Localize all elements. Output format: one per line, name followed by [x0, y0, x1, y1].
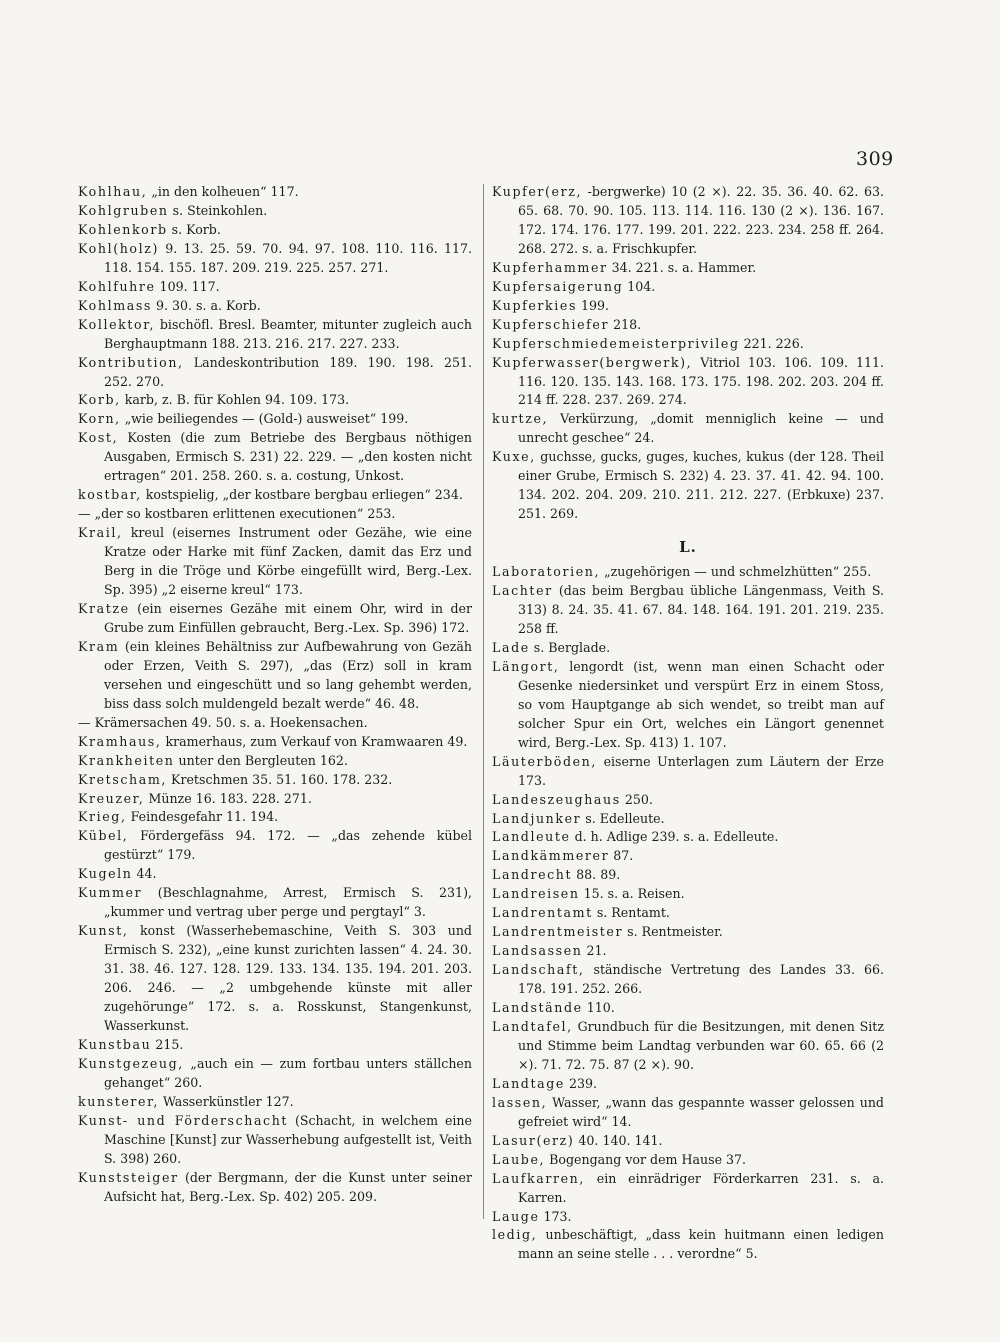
entry-text: 104.	[623, 278, 656, 294]
entry-text: -bergwerke) 10 (2 ×). 22. 35. 36. 40. 62. 63. 65. 68. 70. 90. 105. 113. 114. 116. 130 (2 ×). 136. 167. 172. 174. 176. 177. 199. 201. 222. 223. 234. 258 ff. 264. 268. 272. s. a. Frischkupfer.	[518, 184, 884, 256]
entry-headword: Lade	[492, 639, 530, 655]
entry-text: Vitriol 103. 106. 109. 111. 116. 120. 135. 143. 168. 173. 175. 198. 202. 203. 204 ff. 214 ff. 228. 237. 269. 274.	[518, 354, 884, 408]
entry-text: Münze 16. 183. 228. 271.	[144, 790, 312, 806]
index-entry	[492, 885, 884, 904]
entry-text: s. Rentamt.	[592, 905, 670, 921]
index-entry	[492, 1132, 884, 1151]
entry-headword: Kupfer(erz,	[492, 184, 583, 199]
index-entry	[78, 1112, 472, 1169]
index-entry	[492, 999, 884, 1018]
index-entry	[78, 354, 472, 392]
entry-text: 109. 117.	[155, 278, 220, 294]
index-entry	[492, 316, 884, 335]
entry-headword: Landreisen	[492, 886, 580, 902]
entry-headword: Läuterböden,	[492, 753, 597, 769]
index-entry	[78, 524, 472, 600]
index-entry	[78, 183, 472, 202]
entry-headword: Kupferkies	[492, 297, 578, 313]
entry-headword: Kübel,	[78, 828, 129, 844]
entry-headword: Kramhaus,	[78, 733, 162, 749]
entry-headword: Lasur(erz)	[492, 1132, 575, 1148]
entry-text: 9. 13. 25. 59. 70. 94. 97. 108. 110. 116. 117. 118. 154. 155. 187. 209. 219. 225. 257. 271.	[104, 240, 472, 275]
index-entry	[492, 582, 884, 639]
entry-text: ständische Vertretung des Landes 33. 66. 178. 191. 252. 266.	[518, 962, 884, 997]
entry-headword: Kretscham,	[78, 771, 168, 787]
entry-headword: Kram	[78, 638, 120, 654]
section-letter-heading: L.	[679, 538, 697, 557]
entry-headword: Kunst,	[78, 923, 129, 939]
entry-text: — Krämersachen 49. 50. s. a. Hoekensachen.	[78, 714, 368, 730]
index-section-l	[492, 563, 884, 1264]
entry-text: s. Steinkohlen.	[168, 202, 268, 218]
entry-headword: Krankheiten	[78, 752, 175, 768]
entry-text: 199.	[577, 297, 610, 313]
entry-headword: Kunstgezeug,	[78, 1055, 184, 1071]
entry-text: (der Bergmann, der die Kunst unter seiner Aufsicht hat, Berg.-Lex. Sp. 402) 205. 209.	[104, 1169, 472, 1204]
index-entry	[492, 904, 884, 923]
entry-text: 87.	[609, 848, 634, 864]
entry-headword: Längort,	[492, 658, 560, 674]
entry-text: lengordt (ist, wenn man einen Schacht oder Gesenke niedersinket und verspürt Erz in einem Stoss, so vom Hauptgange ab sich wendet, so treibt man auf solcher Spur ein Ort, welches ein Längort genennet wird, Berg.-Lex. Sp. 413) 1. 107.	[518, 658, 884, 750]
entry-text: d. h. Adlige 239. s. a. Edelleute.	[570, 829, 779, 845]
entry-text: s. Berglade.	[529, 639, 611, 655]
entry-text: „auch ein — zum fortbau unters ställchen gehanget“ 260.	[104, 1055, 472, 1090]
entry-headword: Korb,	[78, 392, 121, 408]
entry-headword: Kunst- und Förderschacht	[78, 1112, 289, 1128]
entry-headword: Kollektor,	[78, 316, 156, 332]
index-entry	[78, 505, 472, 524]
index-entry	[78, 1093, 472, 1112]
entry-text: konst (Wasserhebemaschine, Veith S. 303 und Ermisch S. 232), „eine kunst zurichten lassen“ 4. 24. 30. 31. 38. 46. 127. 128. 129. 133. 134. 135. 194. 201. 203. 206. 246. — „2 umbgehende künste mit aller zugehörunge“ 172. s. a. Rosskunst, Stangenkunst, Wasserkunst.	[104, 923, 472, 1033]
entry-text: 110.	[582, 1000, 615, 1016]
entry-headword: kurtze,	[492, 411, 549, 427]
entry-text: s. Korb.	[167, 221, 221, 237]
entry-text: „in den kolheuen“ 117.	[147, 184, 299, 199]
index-entry	[78, 600, 472, 638]
entry-headword: Kohl(holz)	[78, 240, 159, 256]
entry-text: 15. s. a. Reisen.	[579, 886, 685, 902]
index-entry	[492, 1151, 884, 1170]
index-entry	[492, 1170, 884, 1208]
entry-headword: Kreuzer,	[78, 790, 145, 806]
index-entry	[78, 733, 472, 752]
index-entry	[78, 240, 472, 278]
entry-text: 173.	[539, 1208, 572, 1224]
entry-headword: Landkämmerer	[492, 848, 610, 864]
entry-text: ein einrädriger Förderkarren 231. s. a. Karren.	[518, 1170, 884, 1205]
entry-headword: Kuxe,	[492, 449, 536, 465]
index-entry	[492, 448, 884, 524]
index-entry	[78, 790, 472, 809]
entry-headword: lassen,	[492, 1094, 548, 1110]
index-entry	[78, 808, 472, 827]
entry-headword: Lauge	[492, 1208, 540, 1224]
entry-text: 44.	[132, 866, 157, 882]
entry-headword: Landrentmeister	[492, 924, 624, 940]
entry-text: Fördergefäss 94. 172. — „das zehende kübel gestürzt“ 179.	[104, 828, 472, 863]
entry-headword: kostbar,	[78, 487, 142, 503]
index-entry	[78, 922, 472, 1036]
entry-text: eiserne Unterlagen zum Läutern der Erze 173.	[518, 753, 884, 788]
index-entry	[78, 1036, 472, 1055]
entry-headword: Laube,	[492, 1151, 546, 1167]
entry-text: Grundbuch für die Besitzungen, mit denen Sitz und Stimme beim Landtag verbunden war 60. 65. 66 (2 ×). 71. 72. 75. 87 (2 ×). 90.	[518, 1018, 884, 1072]
entry-text: 9. 30. s. a. Korb.	[151, 297, 261, 313]
index-entry	[492, 1226, 884, 1264]
entry-text: guchsse, gucks, guges, kuches, kukus (der 128. Theil einer Grube, Ermisch S. 232) 4. 23. 37. 41. 42. 94. 100. 134. 202. 204. 209. 210. 211. 212. 227. (Erbkuxe) 237. 251. 269.	[518, 449, 884, 522]
entry-headword: Kupferwasser(bergwerk),	[492, 354, 693, 370]
index-entry	[78, 297, 472, 316]
index-entry	[492, 658, 884, 753]
entry-headword: Landstände	[492, 1000, 583, 1016]
entry-text: karb, z. B. für Kohlen 94. 109. 173.	[120, 392, 350, 408]
index-entry	[492, 1075, 884, 1094]
index-entry	[78, 316, 472, 354]
entry-text: „wie beiliegendes — (Gold-) ausweiset“ 199.	[120, 411, 409, 427]
entry-headword: Kupferschmiedemeisterprivileg	[492, 335, 740, 351]
index-entry	[492, 1094, 884, 1132]
entry-headword: Kupferschiefer	[492, 316, 610, 332]
entry-text: kostspielig, „der kostbare bergbau erliegen“ 234.	[141, 487, 463, 503]
index-entry	[492, 297, 884, 316]
entry-text: 215.	[151, 1036, 184, 1052]
index-entry	[78, 771, 472, 790]
entry-text: Feindesgefahr 11. 194.	[126, 809, 279, 825]
entry-headword: Landrentamt	[492, 905, 593, 921]
entry-headword: Korn,	[78, 411, 121, 427]
entry-headword: Kupferhammer	[492, 259, 608, 275]
entry-text: (Schacht, in welchem eine Maschine [Kunst] zur Wasserhebung aufgestellt ist, Veith S. 398) 260.	[104, 1112, 472, 1166]
entry-headword: Landschaft,	[492, 962, 585, 978]
index-entry	[492, 183, 884, 259]
index-entry	[492, 753, 884, 791]
entry-text: kreul (eisernes Instrument oder Gezähe, wie eine Kratze oder Harke mit fünf Zacken, damit das Erz und Berg in die Tröge und Körbe eingefüllt wird, Berg.-Lex. Sp. 395) „2 eiserne kreul“ 173.	[104, 525, 472, 598]
entry-text: s. Rentmeister.	[623, 924, 723, 940]
entry-text: (Beschlagnahme, Arrest, Ermisch S. 231), „kummer und vertrag uber perge und pergtayl“ 3.	[104, 885, 472, 920]
index-entry	[492, 354, 884, 411]
entry-text: (das beim Bergbau übliche Längenmass, Veith S. 313) 8. 24. 35. 41. 67. 84. 148. 164. 191. 201. 219. 235. 258 ff.	[518, 583, 884, 636]
index-entry	[492, 961, 884, 999]
entry-headword: Kohlenkorb	[78, 221, 168, 237]
entry-headword: Kratze	[78, 600, 130, 616]
entry-text: Kretschmen 35. 51. 160. 178. 232.	[167, 771, 393, 787]
entry-headword: Landrecht	[492, 867, 573, 883]
entry-text: Landeskontribution 189. 190. 198. 251. 252. 270.	[104, 354, 472, 389]
entry-text: bischöfl. Bresl. Beamter, mitunter zugleich auch Berghauptmann 188. 213. 216. 217. 227. 233.	[104, 316, 472, 351]
entry-headword: Kohlfuhre	[78, 278, 156, 294]
entry-headword: Kohlgruben	[78, 202, 169, 218]
index-column-left	[78, 183, 472, 1206]
entry-headword: Kupfersaigerung	[492, 278, 624, 294]
index-entry	[78, 827, 472, 865]
index-entry	[492, 259, 884, 278]
index-entry	[492, 942, 884, 961]
entry-headword: Landtage	[492, 1075, 565, 1091]
entry-headword: Landsassen	[492, 943, 583, 959]
entry-headword: Krieg,	[78, 809, 127, 825]
entry-headword: ledig,	[492, 1227, 538, 1243]
index-entry	[492, 791, 884, 810]
entry-text: (ein kleines Behältniss zur Aufbewahrung von Gezäh oder Erzen, Veith S. 297), „das (Erz) soll in kram versehen und eingeschütt und so lang gehembt werden, biss dass solch muldengeld bezalt werde“ 46. 48.	[104, 638, 472, 711]
index-entry	[78, 1169, 472, 1207]
entry-text: 250.	[620, 791, 653, 807]
index-entry	[492, 828, 884, 847]
index-entry	[492, 563, 884, 582]
entry-text: — „der so kostbaren erlittenen executionen“ 253.	[78, 506, 396, 522]
index-entry	[78, 884, 472, 922]
entry-text: 218.	[609, 316, 642, 332]
index-entry	[492, 639, 884, 658]
index-entry	[492, 923, 884, 942]
entry-text: 21.	[582, 943, 607, 959]
entry-headword: Kohlhau,	[78, 184, 148, 199]
index-entry	[78, 429, 472, 486]
entry-text: Kosten (die zum Betriebe des Bergbaus nöthigen Ausgaben, Ermisch S. 231) 22. 229. — „den kosten nicht ertragen“ 201. 258. 260. s. a. costung, Unkost.	[104, 430, 472, 484]
entry-headword: Kugeln	[78, 866, 133, 882]
index-entry	[492, 810, 884, 829]
entry-headword: Kummer	[78, 885, 143, 901]
column-divider	[483, 184, 484, 1219]
entry-text: 239.	[564, 1075, 597, 1091]
index-entry	[492, 410, 884, 448]
entry-text: unbeschäftigt, „dass kein huitmann einen ledigen mann an seine stelle . . . verordne“ 5.	[518, 1227, 884, 1262]
entry-headword: kunsterer,	[78, 1093, 159, 1109]
entry-headword: Laufkarren,	[492, 1170, 585, 1186]
entry-text: Wasserkünstler 127.	[158, 1093, 294, 1109]
page-number: 309	[856, 148, 894, 170]
index-entry	[492, 278, 884, 297]
entry-text: Verkürzung, „domit menniglich keine — und unrecht geschee“ 24.	[518, 411, 884, 446]
index-section-k	[492, 183, 884, 524]
entry-text: kramerhaus, zum Verkauf von Kramwaaren 49.	[161, 733, 468, 749]
index-entry	[78, 391, 472, 410]
entry-headword: Kunststeiger	[78, 1169, 179, 1185]
entry-headword: Landeszeughaus	[492, 791, 621, 807]
entry-headword: Laboratorien,	[492, 564, 601, 580]
index-entry	[78, 278, 472, 297]
entry-text: s. Edelleute.	[581, 810, 665, 826]
index-entry	[78, 714, 472, 733]
index-entry	[492, 1208, 884, 1227]
entry-text: „zugehörigen — und schmelzhütten“ 255.	[600, 564, 872, 580]
entry-text: Wasser, „wann das gespannte wasser gelossen und gefreiet wird“ 14.	[518, 1094, 884, 1129]
index-entry	[78, 865, 472, 884]
entry-headword: Landleute	[492, 829, 571, 845]
entry-text: unter den Bergleuten 162.	[174, 752, 348, 768]
entry-text: Bogengang vor dem Hause 37.	[545, 1151, 747, 1167]
index-entry	[78, 410, 472, 429]
index-entry	[492, 1018, 884, 1075]
entry-text: 34. 221. s. a. Hammer.	[607, 259, 757, 275]
index-entry	[78, 752, 472, 771]
entry-headword: Kost,	[78, 430, 119, 446]
entry-headword: Krail,	[78, 525, 123, 541]
entry-headword: Kontribution,	[78, 354, 184, 370]
index-entry	[492, 866, 884, 885]
index-entry	[78, 1055, 472, 1093]
entry-text: 221. 226.	[739, 335, 804, 351]
entry-text: (ein eisernes Gezähe mit einem Ohr, wird in der Grube zum Einfüllen gebraucht, Berg.-Lex. Sp. 396) 172.	[104, 600, 472, 635]
index-entry	[78, 638, 472, 714]
entry-headword: Landjunker	[492, 810, 582, 826]
entry-headword: Lachter	[492, 583, 553, 599]
index-entry	[78, 486, 472, 505]
entry-text: 88. 89.	[572, 867, 621, 883]
entry-headword: Landtafel,	[492, 1018, 573, 1034]
index-entry	[78, 221, 472, 240]
index-entry	[78, 202, 472, 221]
index-column-right	[492, 183, 884, 1264]
entry-text: 40. 140. 141.	[574, 1132, 663, 1148]
entry-headword: Kunstbau	[78, 1036, 152, 1052]
index-entry	[492, 847, 884, 866]
index-entry	[492, 335, 884, 354]
entry-headword: Kohlmass	[78, 297, 152, 313]
